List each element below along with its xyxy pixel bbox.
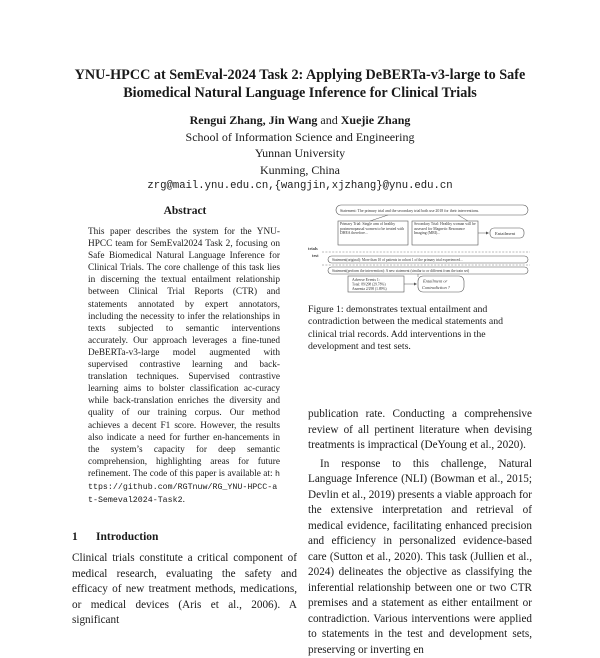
affiliation-line-2: Yunnan University xyxy=(100,145,500,162)
side-label-trials: trials xyxy=(308,246,318,251)
authors-and: and xyxy=(320,113,337,127)
result-choice-1: Entailment or xyxy=(422,279,448,284)
section-title: Introduction xyxy=(96,531,158,543)
author-emails: zrg@mail.ynu.edu.cn,{wangjin,xjzhang}@ynu.edu.cn xyxy=(100,178,500,195)
affiliation-line-1: School of Information Science and Engineering xyxy=(100,129,500,146)
secondary-trial-text-holder xyxy=(414,222,476,244)
side-label-test: test xyxy=(312,253,319,258)
adverse-title: Adverse Events 1: xyxy=(352,278,380,282)
arrow-line xyxy=(370,215,388,221)
statement-top-text: Statement: The primary trial and the secondary trial both use 2018 for their interventions. xyxy=(340,209,479,213)
section-heading-introduction xyxy=(72,531,158,543)
arrow-head xyxy=(414,283,417,286)
statement-intervention-text: Statement(perform the intervention): A new statement (similar to or different from the train set) xyxy=(332,269,470,273)
adverse-item-1: Total: 89/298 (29.78%) xyxy=(352,283,386,287)
adverse-item-2: Anaemia 2/298 (1.89%) xyxy=(352,287,387,291)
abstract-body xyxy=(88,226,280,507)
figure-1 xyxy=(308,203,532,293)
figure-caption: Figure 1: demonstrates textual entailment and contradiction between the medical statements and clinical trial records. Add interventions in the development and test sets. xyxy=(308,304,532,354)
arrow-line xyxy=(458,215,468,221)
section-number: 1 xyxy=(72,531,96,543)
result-top-text: Entailment xyxy=(495,231,516,236)
primary-trial-text: Primary Trial: Single arm of healthy postmenopausal women to be treated with DHEA therefore... xyxy=(340,222,406,236)
right-paragraph-1: publication rate. Conducting a comprehensive review of all pertinent literature when devising treatments is impractical (DeYoung et al., 2020). xyxy=(308,407,532,454)
abstract-heading: Abstract xyxy=(80,205,290,217)
author-block xyxy=(100,112,500,195)
statement-original-text: Statement(original): More than 10 of patients in cohort 1 of the primary trial experienced... xyxy=(332,258,463,262)
title-line-1: YNU-HPCC at SemEval-2024 Task 2: Applying DeBERTa-v3-large to Safe xyxy=(40,66,560,84)
author-names xyxy=(100,112,500,129)
introduction-text: Clinical trials constitute a critical component of medical research, evaluating the safety and efficacy of new treatment methods, medications, or medical devices (Aris et al., 2006). A significant xyxy=(72,551,297,629)
abstract-text: This paper describes the system for the YNU-HPCC team for SemEval2024 Task 2, focusing on Safe Biomedical Natural Language Inference for Clinical Trials. The core challenge of this task lies in discerning the textual entailment relationship between Clinical Trial Reports (CTR) and statements annotated by expert annotators, including the necessity to infer the relationships in texts subjected to semantic interventions accurately. Our approach leverages a fine-tuned DeBERTa-v3-large model augmented with supervised contrastive learning and back-translation techniques. Supervised contrastive learning aims to bolster classification ac-curacy while back-translation enriches the diversity and quality of our training corpus. Our method achieves a decent F1 score. However, the results also indicate a need for further en-hancements in the system’s capacity for deep semantic comprehension, highlighting areas for future refinement. The code of this paper is available at: xyxy=(88,227,280,479)
affiliation-line-3: Kunming, China xyxy=(100,162,500,179)
right-paragraph-2: In response to this challenge, Natural Language Inference (NLI) (Bowman et al., 2015; Devlin et al., 2019) presents a viable approach for the extensive interpretation and retrieval of medical evidence, facilitating enhanced precision and efficiency in personalized evidence-based care (Sutton et al., 2020). This task (Jullien et al., 2024) delineates the objective as classifying the inferential relationship between one or two CTR premises and a statement as either entailment or contradiction. Various interventions were applied to statements in the test and development sets, preserving or inverting en xyxy=(308,457,532,658)
secondary-trial-text: Secondary Trial: Healthy woman will be assessed for Magnetic Resonance Imaging (MRI)... xyxy=(414,222,476,236)
abstract-end: . xyxy=(183,495,185,505)
arrow-head xyxy=(486,232,489,235)
figure-1-diagram xyxy=(308,203,532,293)
authors-first: Rengui Zhang, Jin Wang xyxy=(190,113,318,127)
primary-trial-text-holder xyxy=(340,222,406,244)
right-column-text xyxy=(308,407,532,658)
abstract-code-link[interactable]: https://github.com/RGTnuw/RG_YNU-HPCC-at-Semeval2024-Task2 xyxy=(88,470,280,505)
authors-last: Xuejie Zhang xyxy=(341,113,411,127)
result-choice-2: Contradiction ? xyxy=(422,285,451,290)
paper-title xyxy=(40,66,560,102)
title-line-2: Biomedical Natural Language Inference for Clinical Trials xyxy=(40,84,560,102)
